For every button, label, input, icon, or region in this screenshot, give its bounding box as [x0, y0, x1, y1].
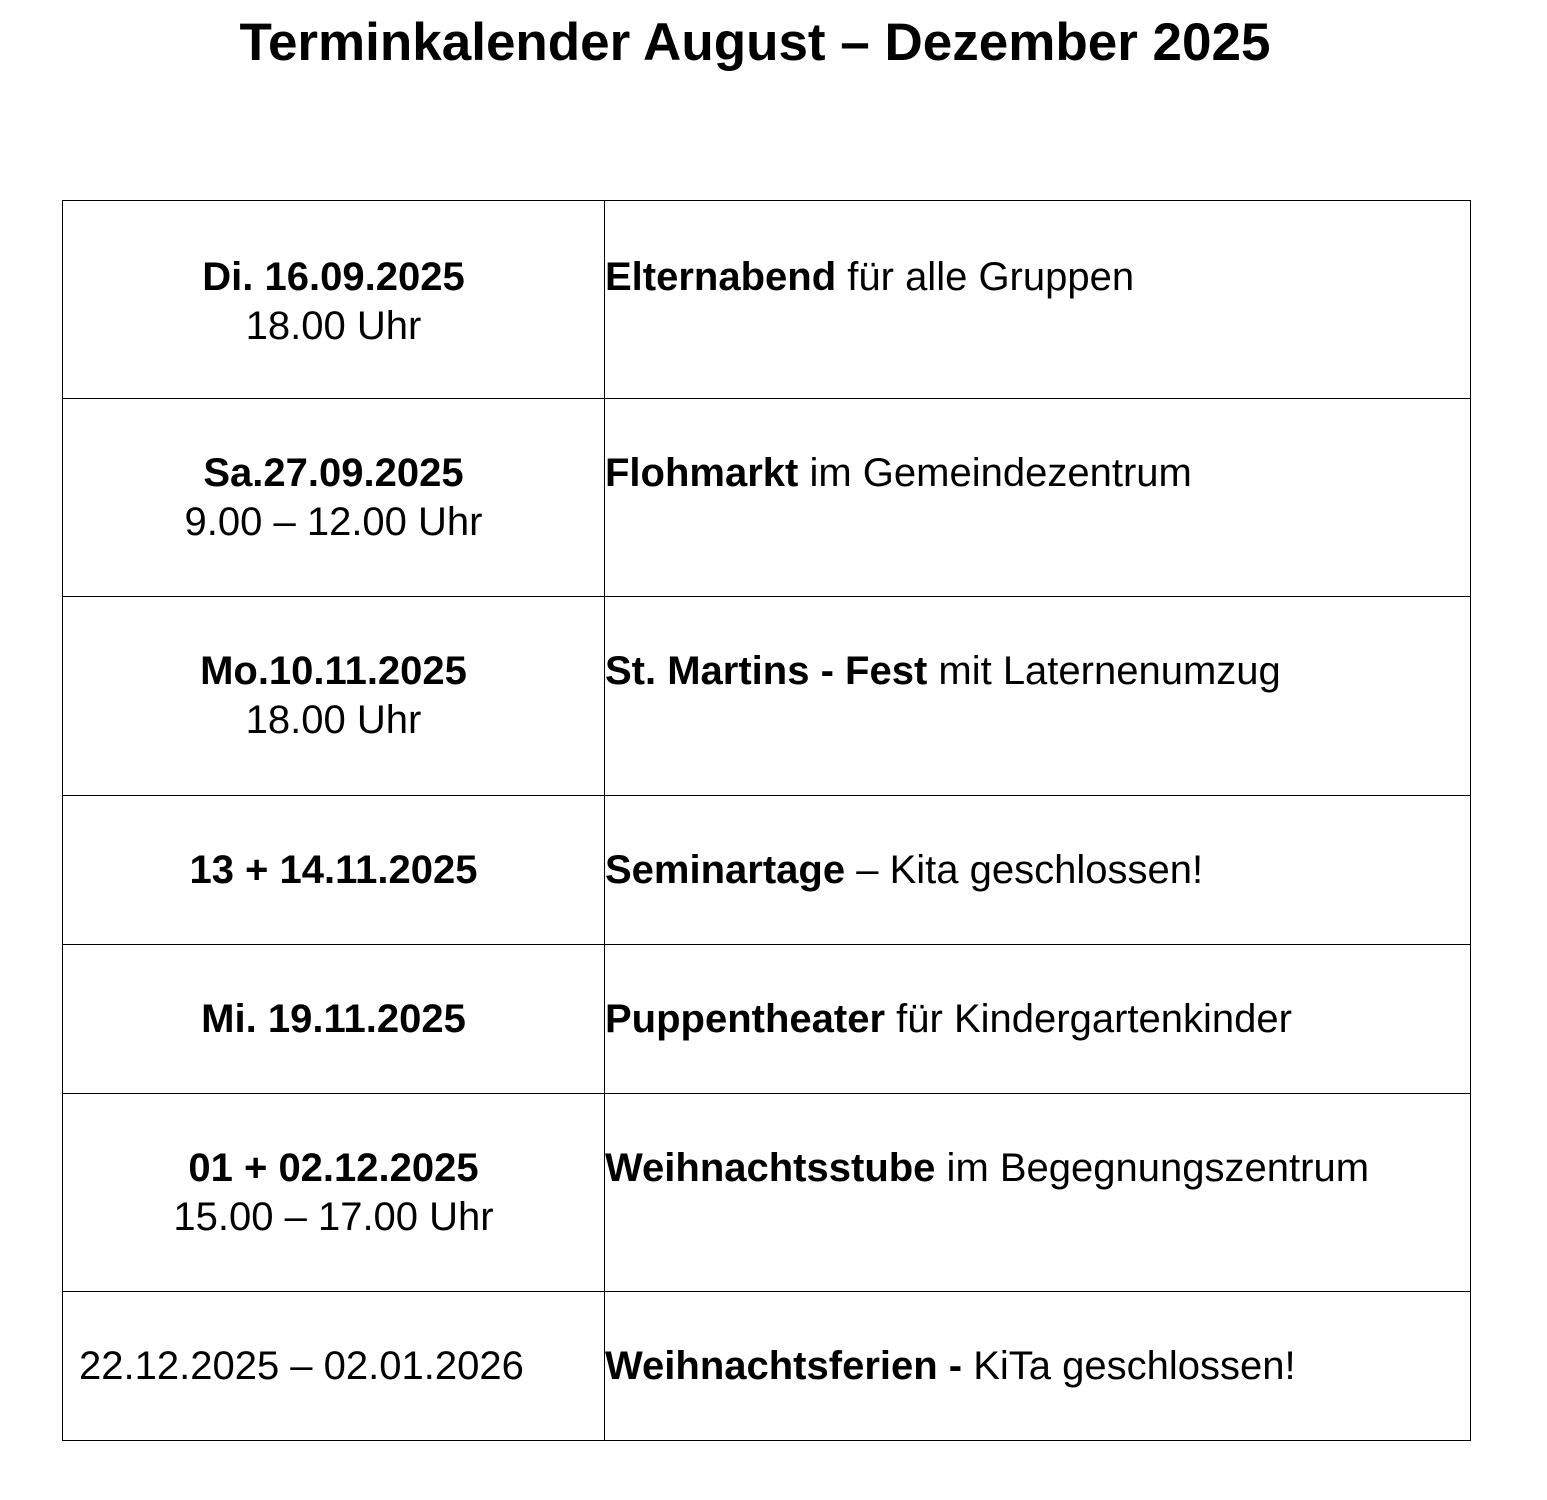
description-cell: [605, 1292, 1471, 1441]
event-detail: für alle Gruppen: [836, 255, 1135, 299]
description-cell: [605, 597, 1471, 796]
event-date: Mi. 19.11.2025: [201, 997, 466, 1041]
description-cell: [605, 945, 1471, 1094]
description-cell: [605, 1094, 1471, 1292]
event-title: Weihnachtsferien -: [605, 1344, 963, 1388]
date-cell: [63, 399, 605, 597]
event-date: 13 + 14.11.2025: [189, 848, 478, 892]
page-title: Terminkalender August – Dezember 2025: [239, 13, 1271, 72]
event-title: Flohmarkt: [605, 451, 799, 495]
table-row: [63, 201, 1471, 399]
date-cell: [63, 1094, 605, 1292]
description-cell: [605, 796, 1471, 945]
date-cell: [63, 201, 605, 399]
event-time: 9.00 – 12.00 Uhr: [184, 500, 483, 544]
event-date: Mo.10.11.2025: [200, 649, 467, 693]
description-cell: [605, 399, 1471, 597]
event-detail: – Kita geschlossen!: [845, 848, 1204, 892]
event-detail: für Kindergartenkinder: [885, 997, 1292, 1041]
event-title: Puppentheater: [605, 997, 886, 1041]
event-time: 15.00 – 17.00 Uhr: [173, 1195, 494, 1239]
event-detail: im Begegnungszentrum: [935, 1146, 1370, 1190]
event-time: 18.00 Uhr: [245, 698, 422, 742]
date-cell: [63, 597, 605, 796]
event-date: Di. 16.09.2025: [202, 255, 465, 299]
table-row: [63, 597, 1471, 796]
table-row: [63, 945, 1471, 1094]
event-detail: KiTa geschlossen!: [962, 1344, 1296, 1388]
event-table: [62, 200, 1471, 1441]
event-date: 01 + 02.12.2025: [188, 1146, 479, 1190]
table-row: [63, 796, 1471, 945]
date-cell: [63, 796, 605, 945]
event-time: 18.00 Uhr: [245, 304, 422, 348]
event-detail: mit Laternenumzug: [927, 649, 1281, 693]
description-cell: [605, 201, 1471, 399]
event-title: Seminartage: [605, 848, 846, 892]
date-cell: [63, 945, 605, 1094]
table-row: [63, 1094, 1471, 1292]
table-row: [63, 399, 1471, 597]
event-date: 22.12.2025 – 02.01.2026: [79, 1344, 524, 1388]
event-detail: im Gemeindezentrum: [798, 451, 1192, 495]
event-date: Sa.27.09.2025: [203, 451, 464, 495]
event-title: St. Martins - Fest: [605, 649, 928, 693]
date-cell: [63, 1292, 605, 1441]
event-title: Elternabend: [605, 255, 837, 299]
table-row: [63, 1292, 1471, 1441]
event-title: Weihnachtsstube: [605, 1146, 936, 1190]
